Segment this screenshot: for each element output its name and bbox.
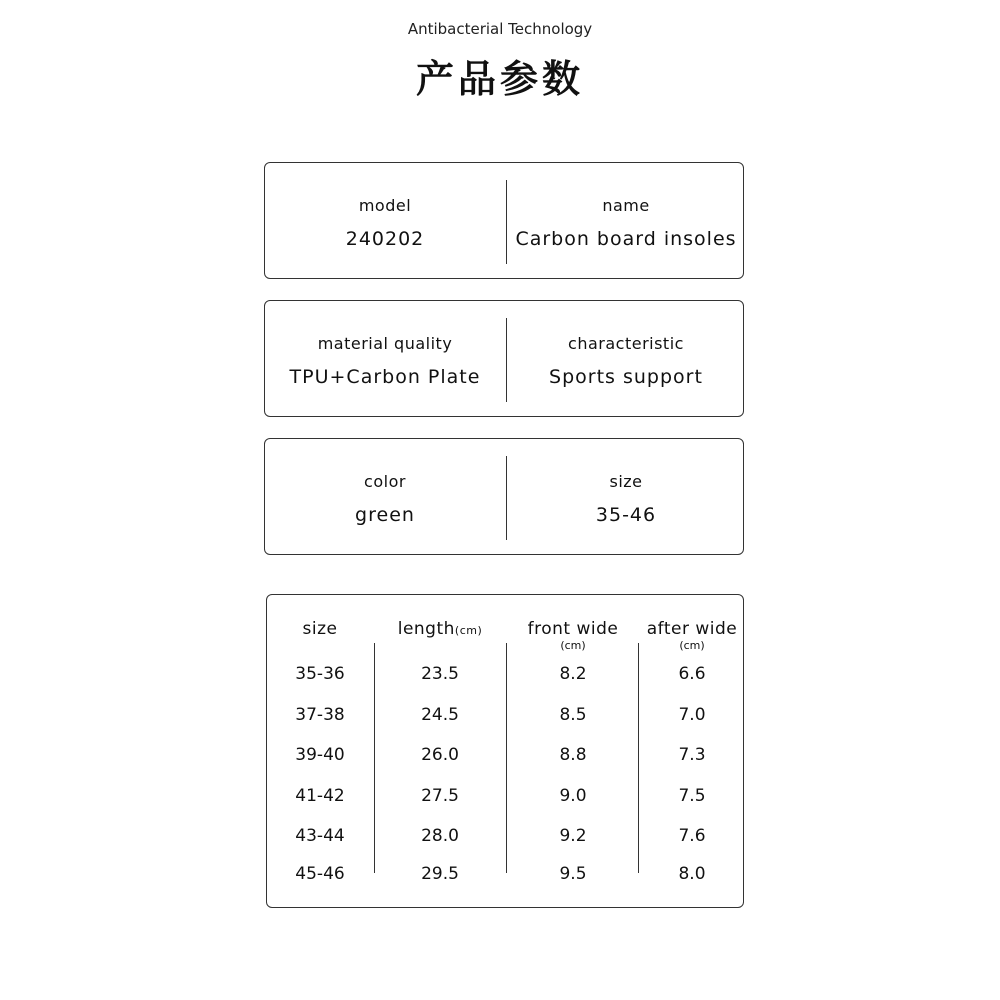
spec-value: 35-46 [595,504,657,526]
cell-front-wide: 8.2 [559,664,587,684]
spec-card-color-size [264,438,744,555]
spec-cell-size [506,439,746,556]
cell-after-wide: 6.6 [678,664,706,684]
cell-length: 23.5 [421,664,459,684]
cell-after-wide: 7.0 [678,705,706,725]
spec-value: 240202 [345,228,425,250]
cell-size: 39-40 [295,745,345,765]
spec-label: color [364,472,406,491]
cell-size: 37-38 [295,705,345,725]
cell-length: 24.5 [421,705,459,725]
spec-cell-material [265,301,505,418]
subtitle: Antibacterial Technology [407,20,593,38]
after-wide-unit: (cm) [679,639,705,652]
column-header-size: size [302,619,338,639]
cell-length: 27.5 [421,786,459,806]
length-unit: (cm) [454,624,483,637]
size-table [266,594,744,908]
cell-length: 26.0 [421,745,459,765]
spec-cell-color [265,439,505,556]
spec-label: model [358,196,412,215]
spec-cell-model [265,163,505,280]
spec-cell-characteristic [506,301,746,418]
cell-size: 41-42 [295,786,345,806]
cell-after-wide: 7.6 [678,826,706,846]
cell-size: 45-46 [295,864,345,884]
cell-front-wide: 9.5 [559,864,587,884]
spec-cell-name [506,163,746,280]
cell-after-wide: 8.0 [678,864,706,884]
cell-front-wide: 9.0 [559,786,587,806]
cell-after-wide: 7.5 [678,786,706,806]
cell-length: 29.5 [421,864,459,884]
cell-length: 28.0 [421,826,459,846]
spec-label: size [609,472,643,491]
page-title: 产品参数 [415,57,584,101]
front-wide-unit: (cm) [560,639,586,652]
column-header-length-label: length [397,619,455,639]
column-header-after-wide: after wide [646,619,738,639]
cell-size: 35-36 [295,664,345,684]
spec-card-material-characteristic [264,300,744,417]
cell-front-wide: 9.2 [559,826,587,846]
spec-value: Carbon board insoles [515,228,737,250]
cell-front-wide: 8.8 [559,745,587,765]
spec-label: material quality [317,334,453,353]
column-header-front-wide: front wide [527,619,619,639]
cell-front-wide: 8.5 [559,705,587,725]
spec-value: green [355,504,415,526]
spec-value: TPU+Carbon Plate [289,366,481,388]
spec-value: Sports support [549,366,703,388]
cell-after-wide: 7.3 [678,745,706,765]
cell-size: 43-44 [295,826,345,846]
spec-label: name [602,196,650,215]
column-header-length [375,619,505,639]
spec-card-model-name [264,162,744,279]
spec-label: characteristic [568,334,684,353]
